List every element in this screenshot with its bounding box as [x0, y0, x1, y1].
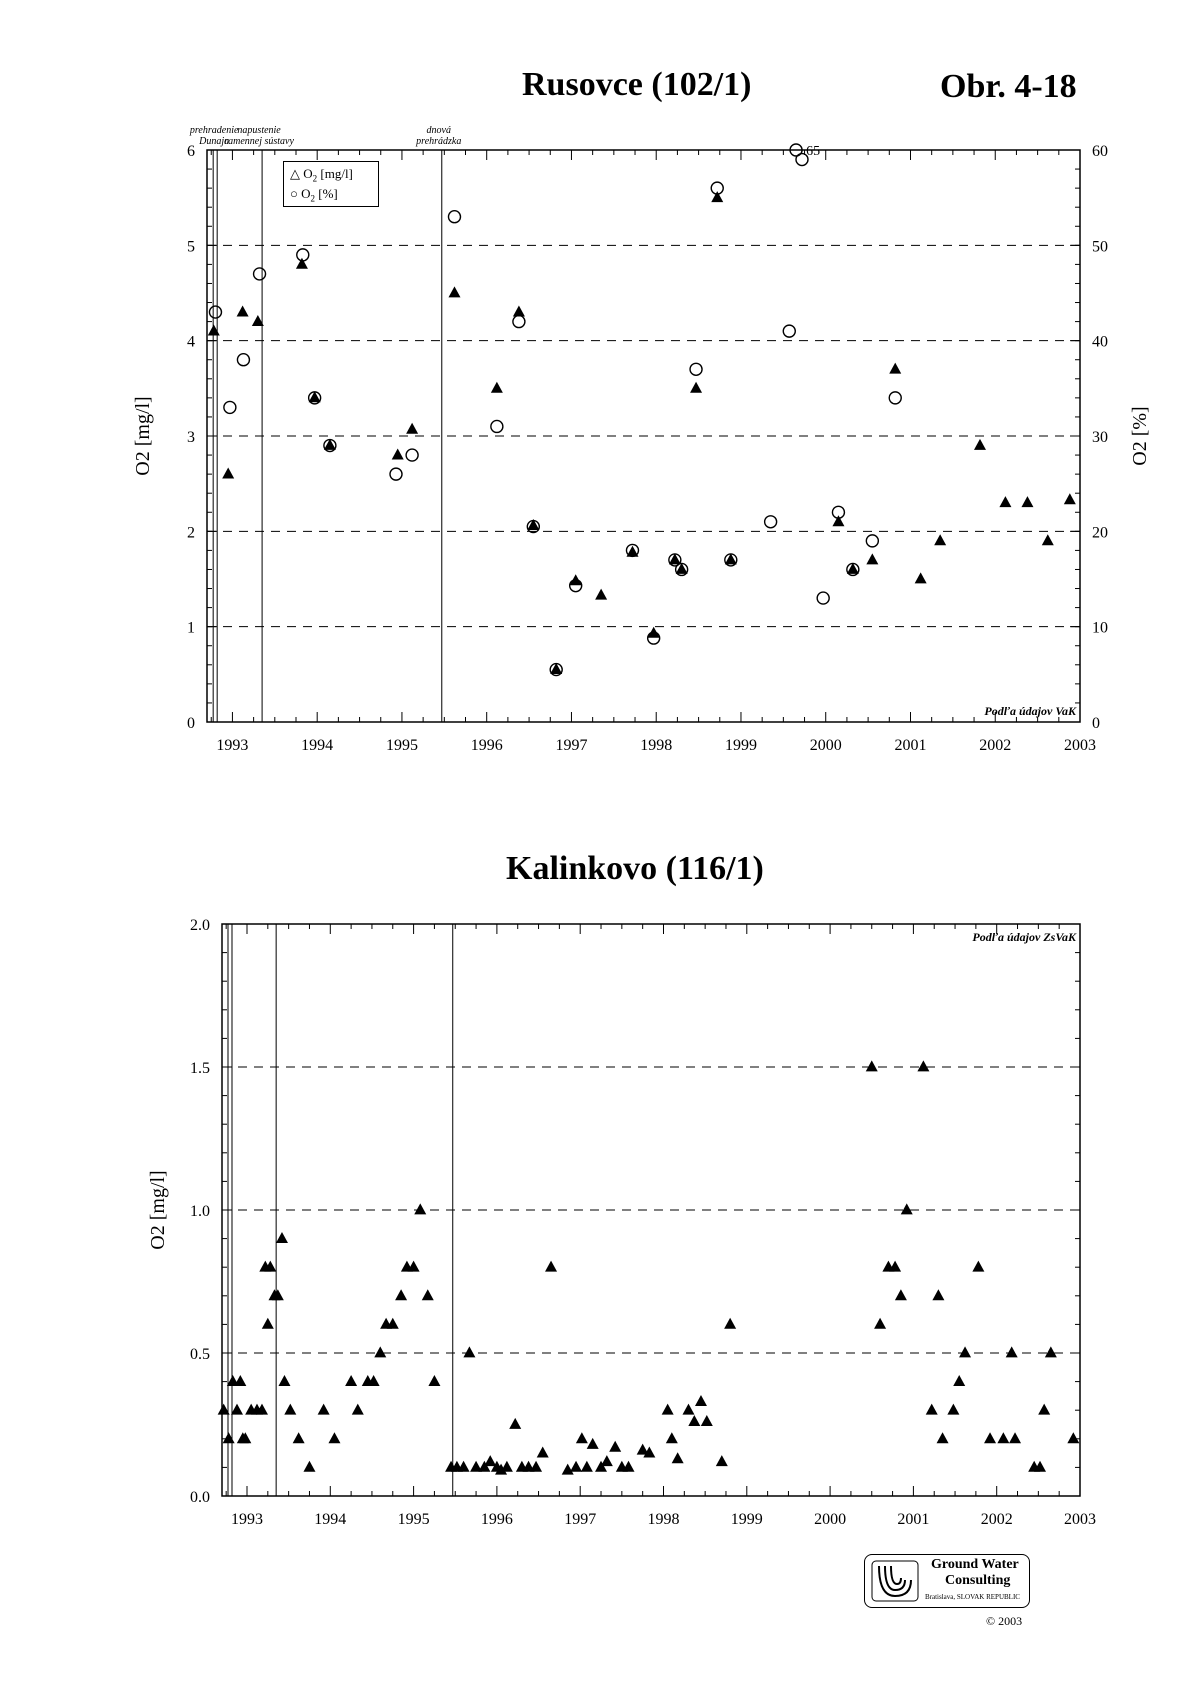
legend-pct-sub: 2: [310, 193, 315, 204]
data-point-triangle: [972, 1261, 984, 1272]
data-point-triangle: [1038, 1404, 1050, 1415]
x-tick-label: 1993: [230, 1511, 263, 1528]
y-tick-label: 5: [187, 238, 195, 256]
y2-axis-label: O2 [%]: [1129, 406, 1151, 466]
data-point-triangle: [530, 1461, 542, 1472]
data-point-triangle: [1042, 534, 1054, 545]
y2-tick-label: 60: [1092, 143, 1108, 160]
x-tick-label: 1995: [385, 737, 418, 754]
x-tick-label: 1995: [397, 1511, 430, 1528]
y2-tick-label: 20: [1092, 524, 1108, 542]
data-point-triangle: [997, 1432, 1009, 1443]
data-point-triangle: [901, 1203, 913, 1214]
data-point-triangle: [234, 1375, 246, 1386]
data-point-triangle: [406, 423, 418, 434]
data-point-triangle: [934, 534, 946, 545]
x-tick-label: 1997: [564, 1511, 597, 1528]
x-tick-label: 1999: [724, 737, 757, 754]
data-point-circle: [866, 535, 878, 547]
y-tick-label: 6: [187, 143, 195, 160]
data-point-triangle: [866, 1060, 878, 1071]
x-tick-label: 2000: [809, 737, 842, 754]
data-point-circle: [817, 592, 829, 604]
data-point-triangle: [1045, 1346, 1057, 1357]
x-tick-label: 1998: [640, 737, 673, 754]
x-tick-label: 2002: [980, 1511, 1013, 1528]
data-point-triangle: [237, 305, 249, 316]
chart2-title: Kalinkovo (116/1): [506, 850, 764, 887]
y-tick-label: 0.0: [190, 1489, 210, 1506]
data-point-circle: [491, 420, 503, 432]
y-tick-label: 0.5: [190, 1346, 210, 1363]
data-point-triangle: [576, 1432, 588, 1443]
data-point-triangle: [917, 1060, 929, 1071]
event-label: ramennej sústavy: [224, 136, 294, 147]
y-tick-label: 1: [187, 619, 195, 637]
logo-mark-icon: [871, 1560, 919, 1602]
x-tick-label: 1994: [314, 1511, 347, 1528]
data-point-triangle: [953, 1375, 965, 1386]
data-point-triangle: [937, 1432, 949, 1443]
data-point-circle: [406, 449, 418, 461]
data-point-triangle: [395, 1289, 407, 1300]
data-point-triangle: [701, 1415, 713, 1426]
data-point-triangle: [448, 286, 460, 297]
x-tick-label: 1997: [555, 737, 588, 754]
data-point-triangle: [874, 1318, 886, 1329]
x-tick-label: 2001: [897, 1511, 930, 1528]
y-tick-label: 2: [187, 524, 195, 542]
data-point-triangle: [587, 1438, 599, 1449]
data-point-triangle: [278, 1375, 290, 1386]
data-point-triangle: [866, 553, 878, 564]
data-point-triangle: [724, 1318, 736, 1329]
data-point-triangle: [509, 1418, 521, 1429]
logo-line-3: Bratislava, SLOVAK REPUBLIC: [925, 1593, 1020, 1601]
data-point-triangle: [303, 1461, 315, 1472]
data-point-circle: [513, 316, 525, 328]
data-point-triangle: [688, 1415, 700, 1426]
data-point-triangle: [422, 1289, 434, 1300]
legend-pct-unit: [%]: [315, 186, 338, 201]
chart-rusovce: [132, 125, 1151, 754]
legend-mg-sub: 2: [312, 173, 318, 184]
logo-line-2: Consulting: [945, 1573, 1011, 1588]
triangle-icon: △: [290, 166, 300, 181]
x-tick-label: 2000: [814, 1511, 847, 1528]
data-point-triangle: [484, 1455, 496, 1466]
data-point-triangle: [392, 448, 404, 459]
source-note: Podľa údajov ZsVaK: [972, 930, 1076, 944]
figure-label: Obr. 4-18: [940, 68, 1077, 105]
data-point-triangle: [284, 1404, 296, 1415]
y-axis-label: O2 [mg/l]: [132, 396, 154, 476]
data-point-triangle: [999, 496, 1011, 507]
data-point-triangle: [662, 1404, 674, 1415]
legend-mg-text: O: [303, 166, 313, 181]
y-tick-label: 3: [187, 429, 195, 446]
data-point-triangle: [984, 1432, 996, 1443]
data-point-circle: [237, 354, 249, 366]
x-tick-label: 1994: [301, 737, 334, 754]
data-point-circle: [783, 325, 795, 337]
data-point-triangle: [1067, 1432, 1079, 1443]
data-point-triangle: [672, 1452, 684, 1463]
y-tick-label: 4: [187, 333, 195, 351]
circle-icon: ○: [290, 186, 298, 201]
data-point-triangle: [262, 1318, 274, 1329]
data-point-triangle: [895, 1289, 907, 1300]
x-tick-label: 1999: [730, 1511, 763, 1528]
data-point-triangle: [1006, 1346, 1018, 1357]
x-tick-label: 2003: [1064, 737, 1096, 754]
y2-tick-label: 10: [1092, 619, 1108, 637]
data-point-triangle: [513, 305, 525, 316]
data-point-circle: [209, 306, 221, 318]
data-point-circle: [448, 211, 460, 223]
data-point-triangle: [1021, 496, 1033, 507]
x-tick-label: 1996: [470, 737, 503, 754]
data-point-triangle: [208, 325, 220, 336]
event-label: Dunaja: [199, 136, 230, 147]
data-point-triangle: [915, 572, 927, 583]
data-point-triangle: [374, 1346, 386, 1357]
data-point-triangle: [974, 439, 986, 450]
chart1-legend: [283, 161, 379, 207]
data-point-circle: [889, 392, 901, 404]
y2-tick-label: 40: [1092, 333, 1108, 351]
data-point-triangle: [926, 1404, 938, 1415]
data-point-triangle: [947, 1404, 959, 1415]
legend-item-pct: [290, 186, 338, 204]
y2-tick-label: 0: [1092, 715, 1100, 732]
logo-line-1: Ground Water: [931, 1557, 1019, 1572]
outlier-label: 65: [806, 144, 821, 159]
y-axis-label: O2 [mg/l]: [147, 1170, 169, 1250]
data-point-triangle: [318, 1404, 330, 1415]
data-point-triangle: [932, 1289, 944, 1300]
y-tick-label: 1.5: [190, 1060, 210, 1077]
data-point-triangle: [581, 1461, 593, 1472]
data-point-triangle: [223, 1432, 235, 1443]
data-point-triangle: [463, 1346, 475, 1357]
data-point-triangle: [352, 1404, 364, 1415]
x-tick-label: 2001: [894, 737, 927, 754]
data-point-circle: [224, 401, 236, 413]
data-point-triangle: [414, 1203, 426, 1214]
y2-tick-label: 50: [1092, 238, 1108, 256]
legend-mg-unit: [mg/l]: [317, 166, 353, 181]
x-tick-label: 1998: [647, 1511, 680, 1528]
data-point-triangle: [428, 1375, 440, 1386]
data-point-circle: [765, 516, 777, 528]
x-tick-label: 1996: [480, 1511, 513, 1528]
y-tick-label: 0: [187, 715, 195, 732]
data-point-triangle: [682, 1404, 694, 1415]
event-label: prehrádzka: [416, 136, 462, 147]
legend-item-mg: [290, 166, 353, 184]
data-point-circle: [297, 249, 309, 261]
data-point-triangle: [690, 382, 702, 393]
data-point-triangle: [1009, 1432, 1021, 1443]
legend-pct-text: O: [301, 186, 311, 201]
x-tick-label: 2003: [1064, 1511, 1096, 1528]
chart-kalinkovo: [147, 917, 1096, 1528]
data-point-triangle: [222, 468, 234, 479]
company-logo: [864, 1554, 1030, 1608]
data-point-triangle: [276, 1232, 288, 1243]
y2-tick-label: 30: [1092, 429, 1108, 446]
data-point-triangle: [666, 1432, 678, 1443]
y-tick-label: 2.0: [190, 917, 210, 934]
data-point-triangle: [231, 1404, 243, 1415]
data-point-triangle: [1064, 493, 1076, 504]
data-point-triangle: [601, 1455, 613, 1466]
data-point-triangle: [889, 363, 901, 374]
data-point-triangle: [695, 1395, 707, 1406]
data-point-triangle: [491, 382, 503, 393]
data-point-circle: [254, 268, 266, 280]
data-point-triangle: [609, 1441, 621, 1452]
data-point-triangle: [328, 1432, 340, 1443]
x-tick-label: 1993: [216, 737, 249, 754]
data-point-triangle: [595, 589, 607, 600]
data-point-circle: [390, 468, 402, 480]
data-point-triangle: [537, 1447, 549, 1458]
data-point-triangle: [545, 1261, 557, 1272]
data-point-triangle: [570, 1461, 582, 1472]
event-label: dnová: [426, 125, 452, 136]
event-label: prehradenie: [189, 125, 239, 136]
data-point-triangle: [293, 1432, 305, 1443]
copyright: © 2003: [986, 1614, 1023, 1628]
data-point-triangle: [345, 1375, 357, 1386]
event-label: napustenie: [237, 125, 281, 136]
data-point-triangle: [959, 1346, 971, 1357]
x-tick-label: 2002: [979, 737, 1012, 754]
y-tick-label: 1.0: [190, 1203, 210, 1220]
chart1-title: Rusovce (102/1): [522, 66, 752, 103]
data-point-triangle: [501, 1461, 513, 1472]
data-point-triangle: [716, 1455, 728, 1466]
data-point-circle: [690, 363, 702, 375]
source-note: Podľa údajov VaK: [984, 704, 1076, 718]
